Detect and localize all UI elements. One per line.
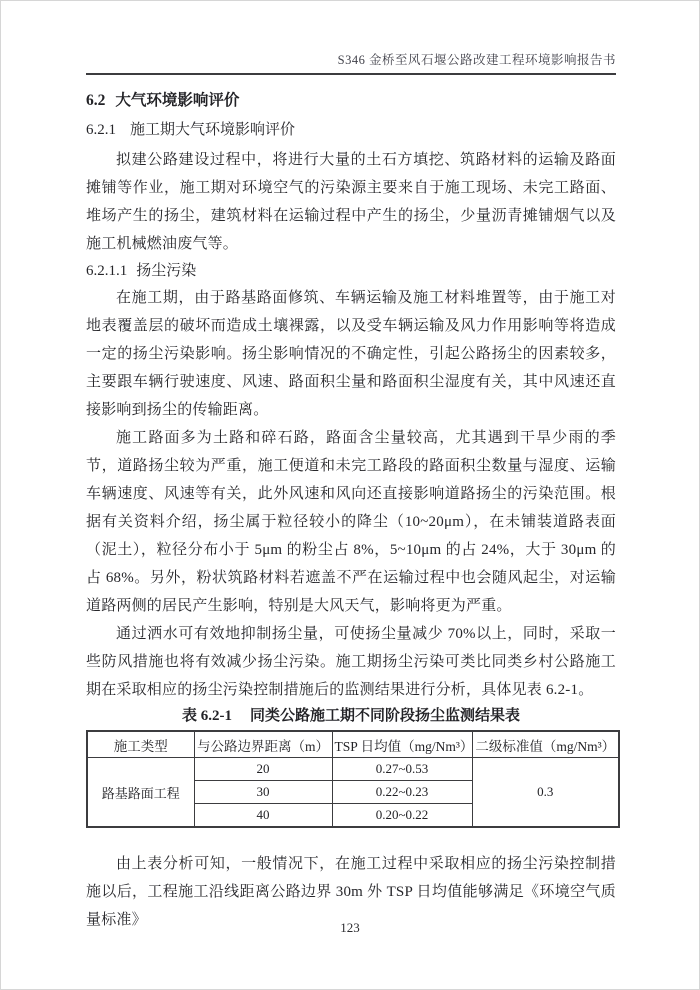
heading-text: 扬尘污染 xyxy=(136,263,197,279)
cell-standard-value: 0.3 xyxy=(472,758,619,828)
cell-distance-30: 30 xyxy=(194,781,332,804)
page-header xyxy=(1,1,699,69)
paragraph-dust-pollution-intro: 在施工期，由于路基路面修筑、车辆运输及施工材料堆置等，由于施工对地表覆盖层的破坏而造成土壤裸露，以及受车辆运输及风力作用影响等将造成一定的扬尘污染影响。扬尘影响情况的不确定性，引起公路扬尘的因素较多，主要跟车辆行驶速度、风速、路面积尘量和路面积尘湿度有关，其中风速还直接影响到扬尘的传输距离。 xyxy=(86,290,616,418)
col-header-tsp-daily: TSP 日均值（mg/Nm³） xyxy=(332,731,472,758)
heading-number: 6.2.1 xyxy=(86,122,116,138)
paragraph-table-analysis: 由上表分析可知，一般情况下，在施工过程中采取相应的扬尘污染控制措施以后，工程施工沿线距离公路边界 30m 外 TSP 日均值能够满足《环境空气质量标准》 xyxy=(86,856,616,928)
heading-text: 大气环境影响评价 xyxy=(115,92,240,109)
table-header-row xyxy=(87,731,619,758)
col-header-distance: 与公路边界距离（m） xyxy=(194,731,332,758)
cell-construction-type: 路基路面工程 xyxy=(87,758,194,828)
heading-text: 施工期大气环境影响评价 xyxy=(130,122,296,138)
cell-distance-20: 20 xyxy=(194,758,332,781)
section-heading-6-2 xyxy=(86,91,616,110)
header-title: S346 金桥至风石堰公路改建工程环境影响报告书 xyxy=(337,53,616,67)
section-heading-6-2-1-1 xyxy=(86,261,616,281)
table-caption xyxy=(86,706,616,727)
paragraph-road-dust-details: 施工路面多为土路和碎石路，路面含尘量较高，尤其遇到干旱少雨的季节，道路扬尘较为严重，施工便道和未完工路段的路面积尘数量与湿度、运输车辆速度、风速等有关，此外风速和风向还直接影响道路扬尘的污染范围。根据有关资料介绍，扬尘属于粒径较小的降尘（10~20μm），在未铺装道路表面（泥土），粒径分布小于 5μm 的粉尘占 8%，5~10μm 的占 24%，大于 30μm 的占 68%。另外，粉状筑路材料若遮盖不严在运输过程中也会随风起尘，对运输道路两侧的居民产生影响，特别是大风天气，影响将更为严重。 xyxy=(86,430,616,614)
cell-tsp-20: 0.27~0.53 xyxy=(332,758,472,781)
table-caption-label: 表 6.2-1 xyxy=(181,708,232,724)
header-rule xyxy=(86,73,616,75)
heading-number: 6.2.1.1 xyxy=(86,263,128,279)
heading-number: 6.2 xyxy=(86,92,106,109)
table-caption-title: 同类公路施工期不同阶段扬尘监测结果表 xyxy=(249,708,520,724)
paragraph-water-spray-mitigation: 通过洒水可有效地抑制扬尘量，可使扬尘量减少 70%以上，同时，采取一些防风措施也将有效减少扬尘污染。施工期扬尘污染可类比同类乡村公路施工期在采取相应的扬尘污染控制措施后的监测结果进行分析，具体见表 6.2-1。 xyxy=(86,626,616,698)
table-row xyxy=(87,758,619,781)
dust-monitoring-table xyxy=(86,730,620,828)
cell-tsp-30: 0.22~0.23 xyxy=(332,781,472,804)
col-header-grade2-standard: 二级标准值（mg/Nm³） xyxy=(472,731,619,758)
page-content xyxy=(1,91,699,934)
page-number: 123 xyxy=(340,920,360,935)
section-heading-6-2-1 xyxy=(86,121,616,140)
cell-distance-40: 40 xyxy=(194,804,332,828)
cell-tsp-40: 0.20~0.22 xyxy=(332,804,472,828)
col-header-construction-type: 施工类型 xyxy=(87,731,194,758)
paragraph-construction-overview: 拟建公路建设过程中，将进行大量的土石方填挖、筑路材料的运输及路面摊铺等作业，施工期对环境空气的污染源主要来自于施工现场、未完工路面、堆场产生的扬尘，建筑材料在运输过程中产生的扬尘，少量沥青摊铺烟气以及施工机械燃油废气等。 xyxy=(86,152,616,252)
